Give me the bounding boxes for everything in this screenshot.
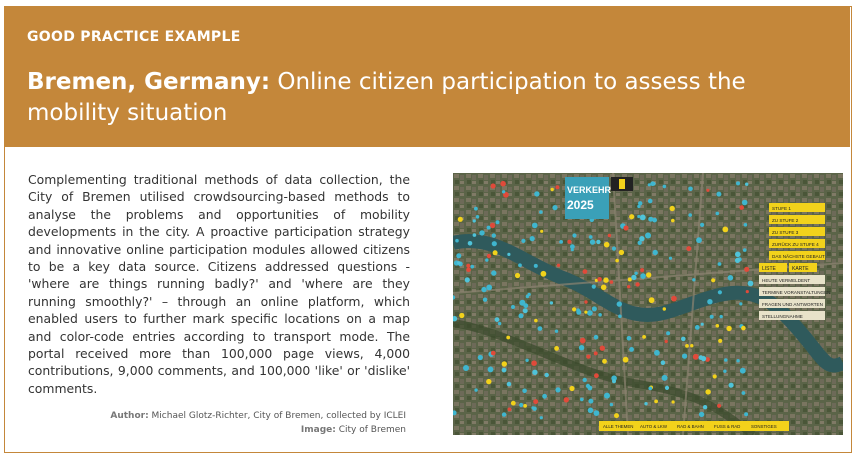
svg-text:FRAGEN UND ANTWORTEN: FRAGEN UND ANTWORTEN — [762, 302, 823, 307]
marker-dot — [534, 319, 538, 323]
marker-dot — [671, 296, 677, 302]
logo-line2: 2025 — [567, 198, 594, 212]
marker-dot — [521, 239, 525, 243]
marker-dot — [519, 300, 525, 306]
marker-dot — [564, 397, 569, 402]
marker-dot — [634, 272, 637, 275]
marker-dot — [639, 236, 644, 241]
marker-dot — [542, 394, 547, 399]
panel-item — [759, 263, 787, 272]
marker-dot — [701, 323, 704, 326]
marker-dot — [672, 400, 675, 403]
marker-dot — [502, 412, 506, 416]
marker-dot — [479, 230, 484, 235]
marker-dot — [623, 225, 628, 230]
marker-dot — [481, 287, 486, 292]
marker-dot — [612, 247, 616, 251]
title-description: Online citizen participation to assess the mobility situation — [27, 69, 746, 126]
marker-dot — [507, 382, 512, 387]
marker-dot — [567, 240, 571, 244]
marker-dot — [671, 219, 675, 223]
marker-dot — [538, 326, 543, 331]
image-label: Image: — [300, 425, 336, 435]
marker-dot — [515, 273, 520, 278]
marker-dot — [610, 280, 614, 284]
marker-dot — [586, 355, 590, 359]
marker-dot — [617, 301, 622, 306]
marker-dot — [629, 214, 634, 219]
marker-dot — [629, 347, 634, 352]
marker-dot — [628, 278, 632, 282]
marker-dot — [644, 402, 647, 405]
marker-dot — [746, 290, 749, 293]
marker-dot — [456, 253, 461, 258]
marker-dot — [466, 264, 470, 268]
marker-dot — [743, 248, 747, 252]
svg-text:DAS NÄCHSTE GEBAUT: DAS NÄCHSTE GEBAUT — [772, 254, 825, 259]
svg-text:LISTE: LISTE — [762, 266, 776, 272]
marker-dot — [552, 205, 557, 210]
marker-dot — [594, 351, 598, 355]
marker-dot — [645, 233, 651, 239]
marker-dot — [665, 340, 668, 343]
marker-dot — [540, 230, 543, 233]
marker-dot — [550, 301, 553, 304]
marker-dot — [735, 258, 740, 263]
marker-dot — [463, 365, 469, 371]
marker-dot — [584, 311, 587, 314]
marker-dot — [744, 267, 749, 272]
marker-dot — [455, 239, 459, 243]
marker-dot — [742, 200, 748, 206]
image-credits — [110, 409, 406, 437]
marker-dot — [491, 183, 496, 188]
marker-dot — [483, 298, 487, 302]
marker-dot — [583, 269, 588, 274]
author-value: Michael Glotz-Richter, City of Bremen, collected by ICLEI — [148, 411, 406, 421]
panel-item — [759, 311, 825, 320]
marker-dot — [486, 379, 491, 384]
marker-dot — [735, 252, 741, 258]
marker-dot — [637, 215, 640, 218]
marker-dot — [637, 205, 640, 208]
marker-dot — [685, 344, 689, 348]
card-title — [27, 67, 807, 129]
marker-dot — [635, 282, 639, 286]
marker-dot — [681, 337, 686, 342]
marker-dot — [744, 412, 748, 416]
marker-dot — [579, 345, 584, 350]
marker-dot — [496, 220, 500, 224]
svg-text:STELLUNGNAHME: STELLUNGNAHME — [762, 314, 803, 319]
legend-item: RAD & BAHN — [677, 424, 704, 429]
marker-dot — [741, 326, 746, 331]
legend-item: FUSS & RAD — [714, 424, 741, 429]
marker-dot — [726, 326, 731, 331]
marker-dot — [618, 315, 622, 319]
marker-dot — [459, 313, 464, 318]
marker-dot — [500, 181, 506, 187]
marker-dot — [600, 346, 605, 351]
marker-dot — [570, 244, 575, 249]
marker-dot — [648, 199, 653, 204]
marker-dot — [602, 359, 607, 364]
title-location: Bremen, Germany: — [27, 69, 271, 95]
marker-dot — [468, 241, 473, 246]
marker-dot — [519, 403, 523, 407]
marker-dot — [722, 227, 728, 233]
marker-dot — [576, 308, 580, 312]
marker-dot — [523, 308, 528, 313]
marker-dot — [583, 378, 587, 382]
marker-dot — [539, 210, 543, 214]
card-header — [5, 7, 850, 147]
marker-dot — [729, 383, 734, 388]
marker-dot — [724, 358, 728, 362]
marker-dot — [696, 237, 702, 243]
svg-text:ZU STUFE 2: ZU STUFE 2 — [772, 218, 799, 223]
marker-dot — [744, 223, 748, 227]
marker-dot — [723, 370, 726, 373]
svg-text:ZURÜCK ZU STUFE 4: ZURÜCK ZU STUFE 4 — [772, 242, 819, 247]
marker-dot — [534, 191, 539, 196]
panel-item — [769, 239, 825, 248]
marker-dot — [587, 310, 593, 316]
marker-dot — [594, 373, 599, 378]
marker-dot — [519, 313, 524, 318]
marker-dot — [525, 359, 528, 362]
panel-item — [759, 275, 825, 284]
marker-dot — [601, 285, 607, 291]
marker-dot — [614, 413, 619, 418]
author-credit — [110, 409, 406, 423]
marker-dot — [502, 190, 505, 193]
marker-dot — [648, 217, 653, 222]
marker-dot — [473, 219, 476, 222]
marker-dot — [572, 307, 576, 311]
marker-dot — [716, 324, 720, 328]
marker-dot — [478, 355, 483, 360]
panel-item — [759, 299, 825, 308]
marker-dot — [530, 236, 535, 241]
marker-dot — [551, 188, 554, 191]
marker-dot — [507, 253, 510, 256]
marker-dot — [716, 192, 721, 197]
marker-dot — [619, 250, 624, 255]
marker-dot — [682, 354, 687, 359]
marker-dot — [511, 401, 516, 406]
marker-dot — [588, 408, 594, 414]
marker-dot — [491, 351, 496, 356]
marker-dot — [532, 370, 537, 375]
marker-dot — [623, 357, 629, 363]
marker-dot — [610, 403, 613, 406]
marker-dot — [720, 315, 723, 318]
marker-dot — [523, 404, 527, 408]
marker-dot — [559, 240, 563, 244]
marker-dot — [686, 246, 691, 251]
marker-dot — [572, 233, 576, 237]
marker-dot — [502, 361, 507, 366]
marker-dot — [688, 213, 692, 217]
marker-dot — [663, 307, 666, 310]
marker-dot — [596, 240, 600, 244]
marker-dot — [670, 206, 675, 211]
marker-dot — [693, 354, 699, 360]
marker-dot — [603, 278, 608, 283]
marker-dot — [474, 388, 477, 391]
legend-item: AUTO & LKW — [640, 424, 667, 429]
marker-dot — [699, 412, 704, 417]
marker-dot — [716, 212, 720, 216]
marker-dot — [690, 344, 693, 347]
marker-dot — [592, 285, 596, 289]
marker-dot — [590, 239, 595, 244]
marker-dot — [665, 386, 669, 390]
participation-map-image — [453, 173, 843, 435]
marker-dot — [661, 360, 666, 365]
marker-dot — [491, 270, 496, 275]
marker-dot — [710, 315, 714, 319]
marker-dot — [518, 263, 522, 267]
marker-dot — [706, 189, 709, 192]
marker-dot — [511, 305, 515, 309]
marker-dot — [745, 183, 748, 186]
marker-dot — [612, 379, 616, 383]
marker-dot — [728, 275, 734, 281]
marker-dot — [688, 187, 693, 192]
marker-dot — [555, 185, 559, 189]
image-value: City of Bremen — [335, 425, 406, 435]
body-text: Complementing traditional methods of data collection, the City of Bremen utilised crowdsourcing-based methods to analyse the problems and opportunities of mobility developments in the city. A proactive participation strategy and innovative online participation modules allowed citizens to be a key data source. Citizens addressed questions - 'where are things running badly?' and 'where are they running smoothly?' – through an online platform, which enabled users to further mark specific locations on a map and color-code entries according to transport mode. The portal received more than 100,000 page views, 4,000 contributions, 9,000 comments, and 100,000 'like' or 'dislike' comments. — [28, 172, 410, 396]
marker-dot — [627, 285, 630, 288]
marker-dot — [508, 408, 512, 412]
marker-dot — [495, 317, 500, 322]
marker-dot — [522, 389, 527, 394]
marker-dot — [492, 233, 496, 237]
marker-dot — [540, 416, 543, 419]
marker-dot — [465, 277, 470, 282]
marker-dot — [584, 300, 587, 303]
marker-dot — [502, 368, 507, 373]
marker-dot — [580, 338, 586, 344]
marker-dot — [640, 268, 644, 272]
marker-dot — [654, 400, 658, 404]
marker-dot — [736, 181, 740, 185]
marker-dot — [654, 350, 660, 356]
marker-dot — [669, 257, 672, 260]
marker-dot — [592, 306, 597, 311]
marker-dot — [703, 405, 707, 409]
marker-dot — [701, 356, 706, 361]
marker-dot — [594, 410, 600, 416]
map-graphic — [453, 173, 843, 435]
marker-dot — [506, 336, 510, 340]
marker-dot — [486, 285, 492, 291]
marker-dot — [457, 261, 461, 265]
marker-dot — [662, 375, 668, 381]
marker-dot — [650, 181, 655, 186]
marker-dot — [557, 264, 560, 267]
marker-dot — [532, 407, 536, 411]
marker-dot — [555, 330, 558, 333]
panel-item — [769, 227, 825, 236]
marker-dot — [640, 215, 646, 221]
marker-dot — [646, 272, 651, 277]
marker-dot — [598, 313, 602, 317]
marker-dot — [545, 373, 549, 377]
marker-dot — [554, 346, 559, 351]
marker-dot — [580, 398, 584, 402]
panel-item — [769, 215, 825, 224]
marker-dot — [466, 267, 471, 272]
marker-dot — [739, 302, 742, 305]
panel-item — [759, 287, 831, 296]
legend-item: SONSTIGES — [751, 424, 777, 429]
marker-dot — [498, 322, 501, 325]
marker-dot — [586, 384, 590, 388]
marker-dot — [736, 359, 739, 362]
marker-dot — [648, 387, 652, 391]
marker-dot — [627, 336, 632, 341]
marker-dot — [594, 335, 599, 340]
svg-text:HEUTE VERMELDENT: HEUTE VERMELDENT — [762, 278, 811, 283]
marker-dot — [631, 275, 636, 280]
marker-dot — [526, 295, 529, 298]
section-label: GOOD PRACTICE EXAMPLE — [27, 29, 241, 45]
marker-dot — [695, 325, 700, 330]
marker-dot — [473, 233, 477, 237]
marker-dot — [739, 205, 744, 210]
marker-dot — [488, 367, 494, 373]
marker-dot — [541, 271, 547, 277]
marker-dot — [742, 391, 746, 395]
marker-dot — [718, 262, 722, 266]
marker-dot — [487, 254, 491, 258]
panel-item — [769, 203, 825, 212]
marker-dot — [490, 223, 495, 228]
svg-text:KARTE: KARTE — [792, 266, 809, 272]
marker-dot — [589, 235, 593, 239]
marker-dot — [493, 250, 498, 255]
marker-dot — [470, 265, 474, 269]
marker-dot — [532, 223, 538, 229]
panel-item — [769, 251, 825, 260]
marker-dot — [748, 281, 754, 287]
panel-item — [789, 263, 817, 272]
marker-dot — [663, 185, 667, 189]
location-pin-icon — [619, 179, 625, 189]
svg-text:ZU STUFE 3: ZU STUFE 3 — [772, 230, 799, 235]
marker-dot — [711, 278, 715, 282]
marker-dot — [649, 297, 655, 303]
author-label: Author: — [110, 411, 149, 421]
marker-dot — [653, 250, 658, 255]
marker-dot — [604, 242, 610, 248]
marker-dot — [640, 273, 646, 279]
good-practice-card — [4, 6, 852, 453]
marker-dot — [700, 223, 704, 227]
legend-item: ALLE THEMEN — [603, 424, 634, 429]
marker-dot — [718, 339, 722, 343]
marker-dot — [492, 241, 497, 246]
marker-dot — [588, 399, 593, 404]
logo-line1: VERKEHR — [567, 185, 612, 195]
svg-text:STUFE 1: STUFE 1 — [772, 206, 791, 211]
marker-dot — [458, 217, 463, 222]
marker-dot — [740, 368, 746, 374]
marker-dot — [707, 299, 712, 304]
marker-dot — [555, 387, 560, 392]
marker-dot — [692, 278, 695, 281]
image-credit — [110, 423, 406, 437]
map-legend-bar — [599, 421, 789, 431]
marker-dot — [615, 259, 619, 263]
marker-dot — [642, 335, 646, 339]
svg-text:TERMINE VORANSTALTUNGEN: TERMINE VORANSTALTUNGEN — [762, 290, 831, 295]
marker-dot — [534, 264, 538, 268]
marker-dot — [608, 234, 611, 237]
marker-dot — [597, 277, 602, 282]
marker-dot — [604, 393, 610, 399]
marker-dot — [531, 360, 537, 366]
marker-dot — [717, 404, 721, 408]
marker-dot — [569, 386, 574, 391]
marker-dot — [713, 374, 717, 378]
marker-dot — [474, 207, 478, 211]
marker-dot — [533, 399, 538, 404]
marker-dot — [485, 258, 488, 261]
marker-dot — [718, 290, 722, 294]
marker-dot — [666, 331, 670, 335]
marker-dot — [476, 215, 480, 219]
marker-dot — [705, 389, 710, 394]
